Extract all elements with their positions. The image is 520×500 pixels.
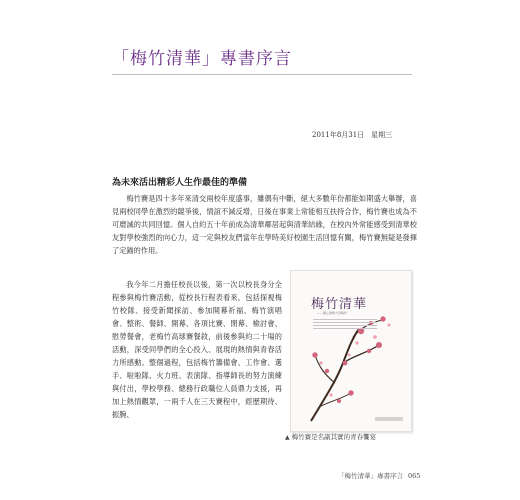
- cover-title: 梅竹清華: [311, 297, 368, 312]
- title-divider: [112, 74, 412, 75]
- image-caption: [285, 432, 376, 441]
- paragraph-1: 梅竹賽是四十多年來清交兩校年度盛事，雖偶有中斷，絕大多數年份都能如期盛大舉辦，喜見兩校同學在激烈的競爭後，情誼不減反增，日後在事業上常能相互扶持合作，梅竹賽也成為不可磨滅的共同回憶。個人自約五十年前成為清華鄰居起與清華結緣，在校內外常能感受到清華校友對學校強烈的向心力，這一定與校友們當年在學時美好校園生活回憶有關，梅竹賽無疑是發揮了定錨的作用。: [112, 194, 417, 255]
- triangle-up-icon: ▲: [285, 434, 290, 441]
- cover-text-lines: [313, 317, 377, 331]
- page-footer: [338, 471, 420, 480]
- section-heading: 為未來活出精彩人生作最佳的準備: [112, 178, 248, 188]
- running-title: 「梅竹清華」專書序言: [338, 472, 403, 480]
- paragraph-2: 我今年二月擔任校長以後，第一次以校長身分全程參與梅竹賽活動，從校長行程表看來，包括探視梅竹校隊、接受新聞採訪、參加開幕祈福、梅竹演唱會、整術、餐師、開幕、各項比賽、閉幕、檢討會、慰勞餐會，老梅竹高球賽餐敘，前後參與約二十場的活動，深受同學們的全心投入、展現的熱情與青春活力所感動。整個過程，包括梅竹籌備會、工作會、選手、啦啦隊、火力班、表演隊、指導師長的努力演練與付出，學校學務、總務行政職位人員鼎力支援，再加上熱情觀眾，一兩千人在三天賽程中，經歷期待、振腕、: [112, 280, 282, 419]
- page-title: 「梅竹清華」專書序言: [112, 49, 292, 69]
- book-cover-image: [290, 270, 412, 432]
- caption-text: 梅竹賽是名副其實的青春饗宴: [291, 433, 377, 441]
- cover-subtitle: ——國立清華大學梅竹: [317, 311, 348, 315]
- page-number: 065: [408, 472, 421, 480]
- date-line: 2011年8月31日 星期三: [312, 131, 393, 139]
